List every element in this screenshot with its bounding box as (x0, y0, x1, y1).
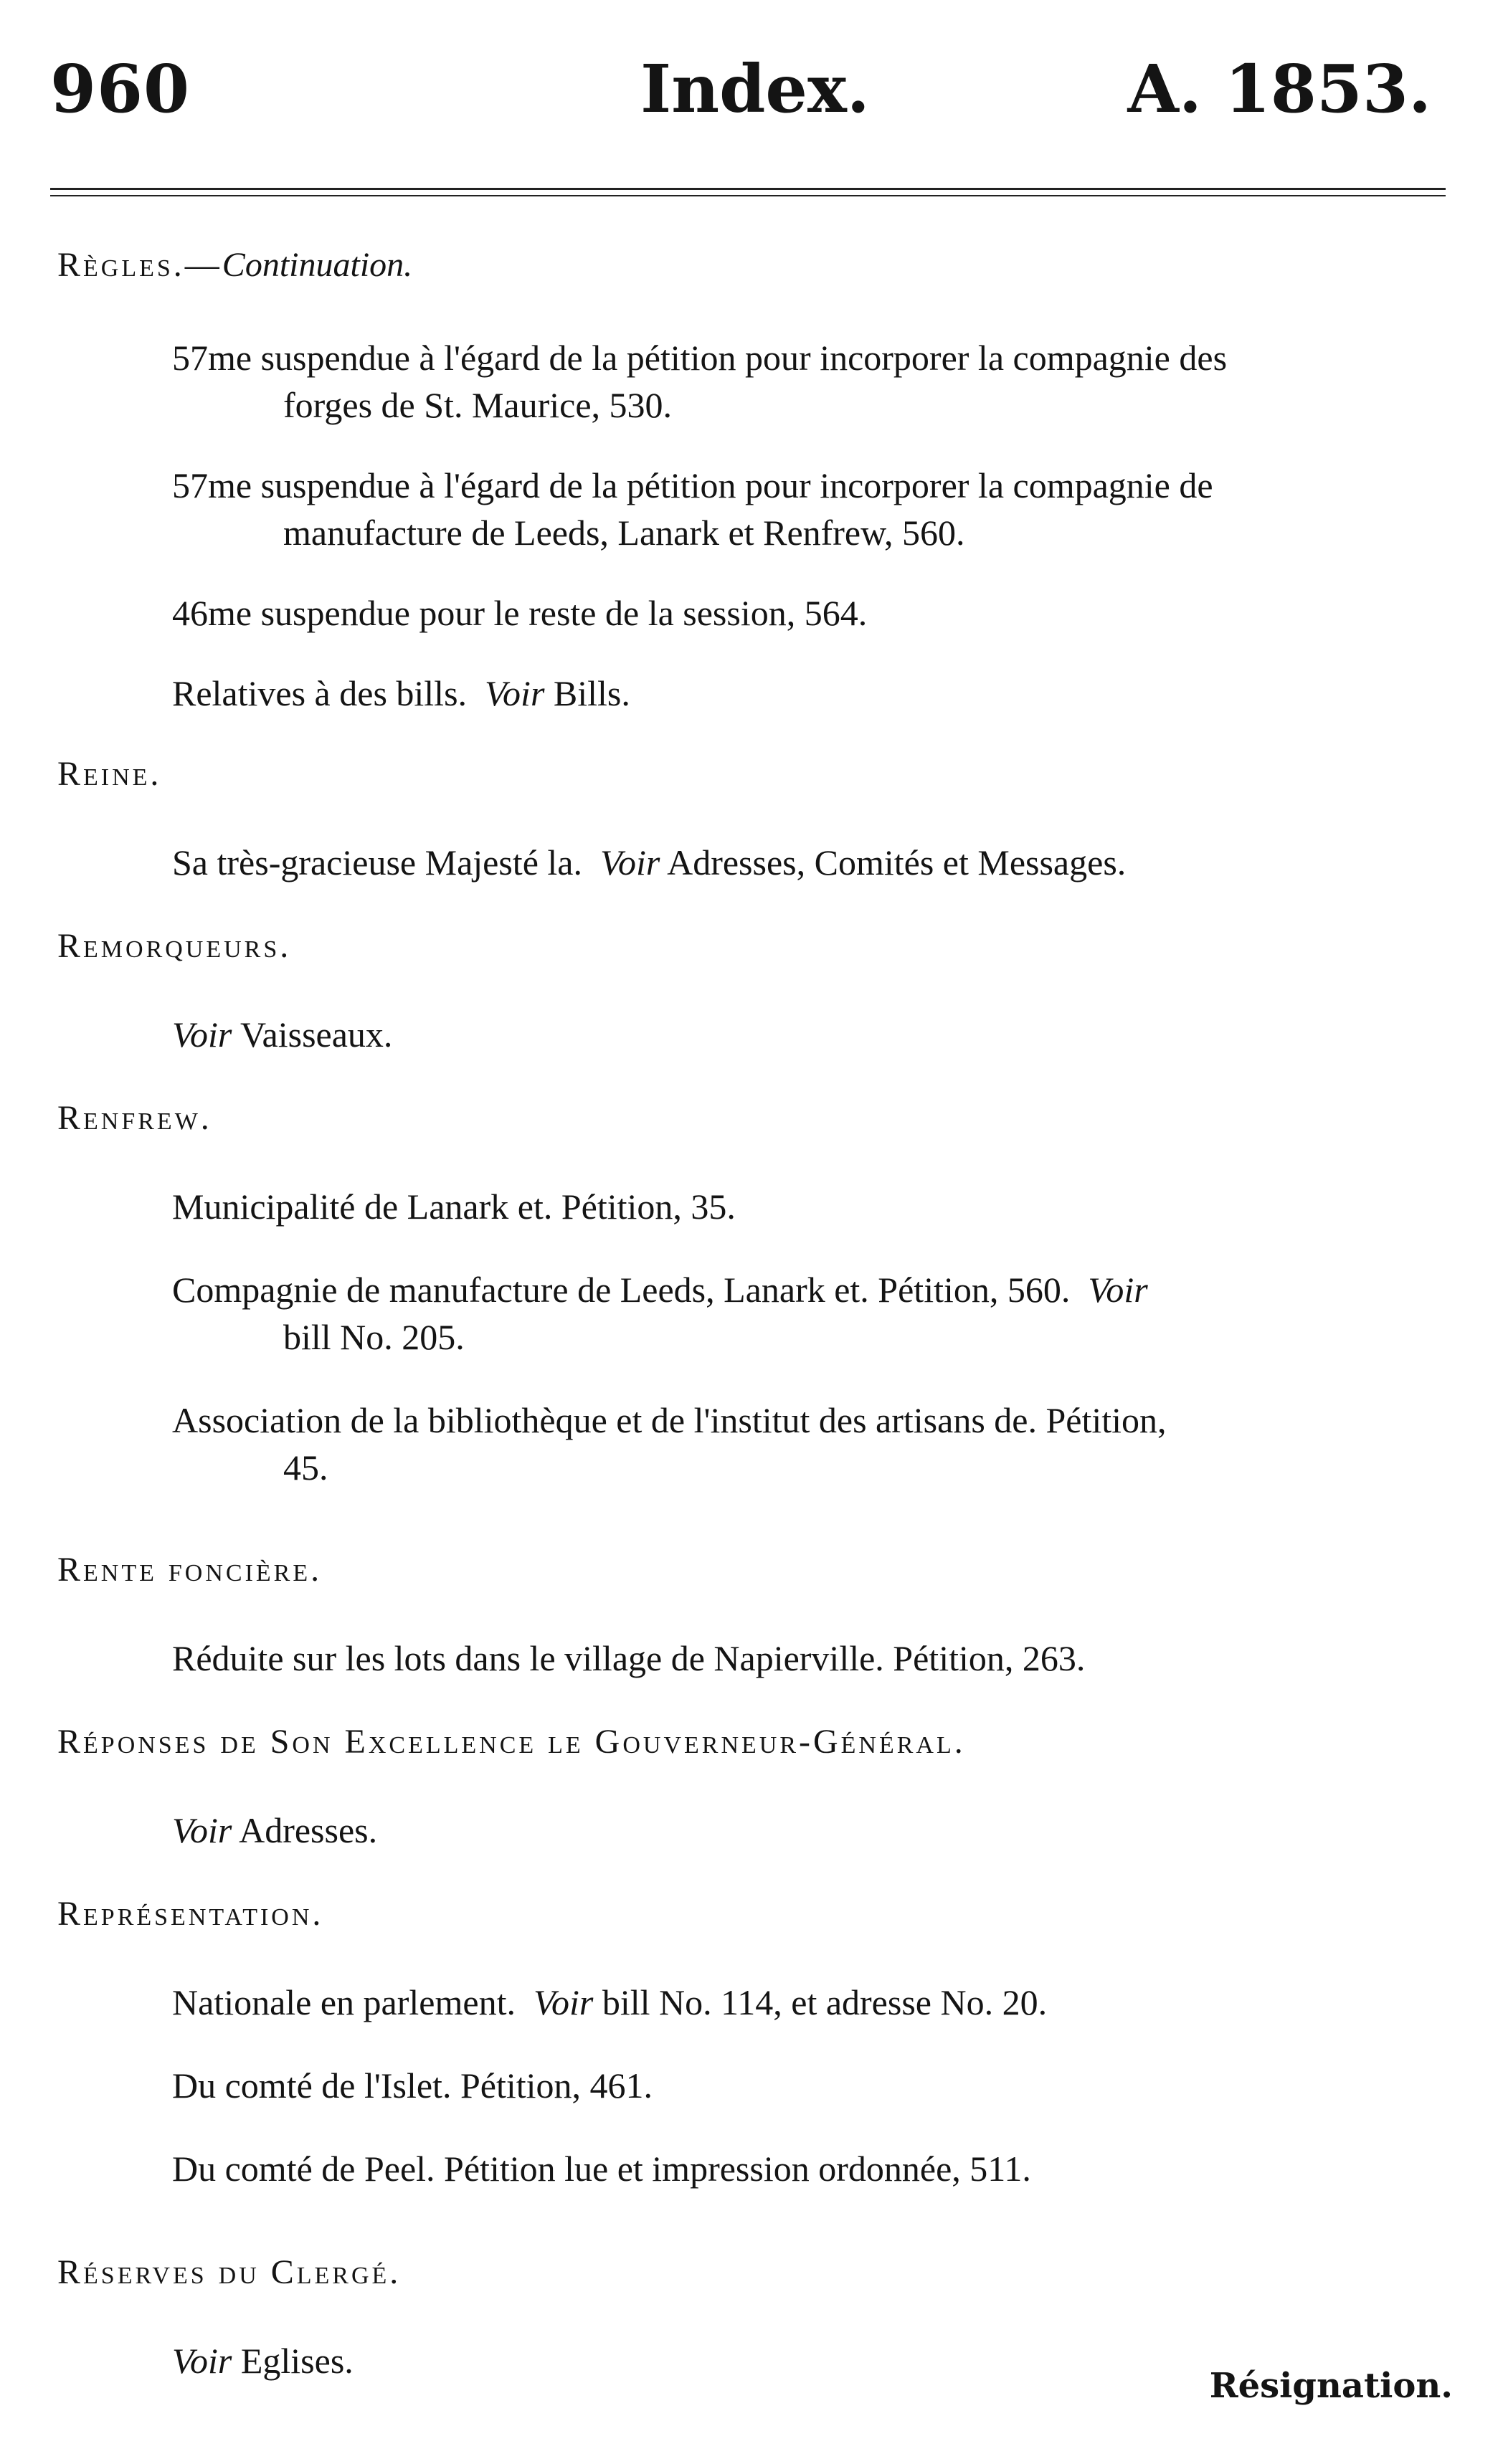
subentry (57, 589, 1453, 637)
subentry (57, 2145, 1453, 2192)
entry-heading: Reine. (57, 755, 162, 793)
entry-heading: Renfrew. (57, 1099, 212, 1137)
subentry-line: 46me suspendue pour le reste de la session, 564. (172, 593, 868, 633)
subentry-line: 57me suspendue à l'égard de la pétition pour incorporer la compagnie des (172, 338, 1228, 378)
entry-heading: Rente foncière. (57, 1551, 323, 1589)
subentry-line-cont: forges de St. Maurice, 530. (283, 385, 673, 425)
heading-text: Règles.— (57, 246, 222, 284)
entry-rente-fonciere (57, 1549, 1453, 1682)
entry-remorqueurs (57, 925, 1453, 1058)
continuation-label: Continuation. (222, 246, 413, 284)
entry-renfrew (57, 1097, 1453, 1491)
entry-heading: Réponses de Son Excellence le Gouverneur-Général. (57, 1723, 966, 1761)
subentry (57, 1266, 1453, 1361)
page-header (50, 50, 1460, 136)
subentry (57, 1979, 1453, 2026)
subentry (57, 1011, 1453, 1058)
voir-ref: Voir (599, 842, 660, 883)
subentry-text: Relatives à des bills. (172, 673, 468, 713)
voir-ref: Voir (172, 1014, 232, 1055)
subentry-ref-target: bill No. 114, et adresse No. 20. (602, 1982, 1048, 2022)
subentry-line-cont: bill No. 205. (283, 1317, 465, 1357)
catchword: Résignation. (1209, 2366, 1453, 2406)
entry-reserves-du-clerge (57, 2251, 1453, 2384)
subentry (57, 1183, 1453, 1230)
subentry-line-cont: manufacture de Leeds, Lanark et Renfrew, 560. (283, 513, 965, 553)
subentry (57, 334, 1453, 429)
subentry (57, 1397, 1453, 1491)
subentry-line: Municipalité de Lanark et. Pétition, 35. (172, 1186, 736, 1227)
subentry (57, 670, 1453, 717)
voir-ref: Voir (172, 1810, 232, 1850)
page-year: A. 1853. (1127, 50, 1431, 128)
subentry-ref-target: Vaisseaux. (240, 1014, 393, 1055)
subentry-line: 57me suspendue à l'égard de la pétition pour incorporer la compagnie de (172, 465, 1213, 505)
voir-ref: Voir (533, 1982, 594, 2022)
entry-reine (57, 753, 1453, 886)
entry-representation (57, 1893, 1453, 2192)
subentry-ref-target: Adresses, Comités et Messages. (667, 842, 1127, 883)
subentry-line: Association de la bibliothèque et de l'institut des artisans de. Pétition, (172, 1400, 1167, 1440)
subentry (57, 2062, 1453, 2109)
subentry-ref-target: Bills. (553, 673, 630, 713)
voir-ref: Voir (172, 2341, 232, 2381)
entry-heading: Représentation. (57, 1895, 324, 1933)
subentry-ref-target: Adresses. (239, 1810, 378, 1850)
page-title: Index. (640, 50, 870, 128)
subentry-line: Du comté de l'Islet. Pétition, 461. (172, 2065, 653, 2106)
subentry-text: Sa très-gracieuse Majesté la. (172, 842, 582, 883)
subentry (57, 839, 1453, 886)
entry-regles (57, 244, 1453, 717)
page-number: 960 (50, 50, 191, 128)
subentry (57, 462, 1453, 556)
entry-heading: Réserves du Clergé. (57, 2253, 402, 2291)
entry-heading (57, 244, 1453, 287)
entry-heading: Remorqueurs. (57, 927, 292, 965)
subentry: Réduite sur les lots dans le village de Napierville. Pétition, 263. (172, 1638, 1086, 1678)
subentry (57, 1807, 1453, 1854)
subentry-line-cont: 45. (283, 1447, 328, 1488)
header-rule-bottom (50, 195, 1446, 196)
subentry-line: Du comté de Peel. Pétition lue et impression ordonnée, 511. (172, 2149, 1031, 2189)
entry-reponses (57, 1721, 1453, 1854)
subentry-line: Compagnie de manufacture de Leeds, Lanark et. Pétition, 560. (172, 1270, 1071, 1310)
header-rule-top (50, 188, 1446, 190)
voir-ref: Voir (1088, 1270, 1148, 1310)
voir-ref: Voir (485, 673, 545, 713)
subentry-text: Nationale en parlement. (172, 1982, 516, 2022)
subentry-ref-target: Eglises. (240, 2341, 354, 2381)
